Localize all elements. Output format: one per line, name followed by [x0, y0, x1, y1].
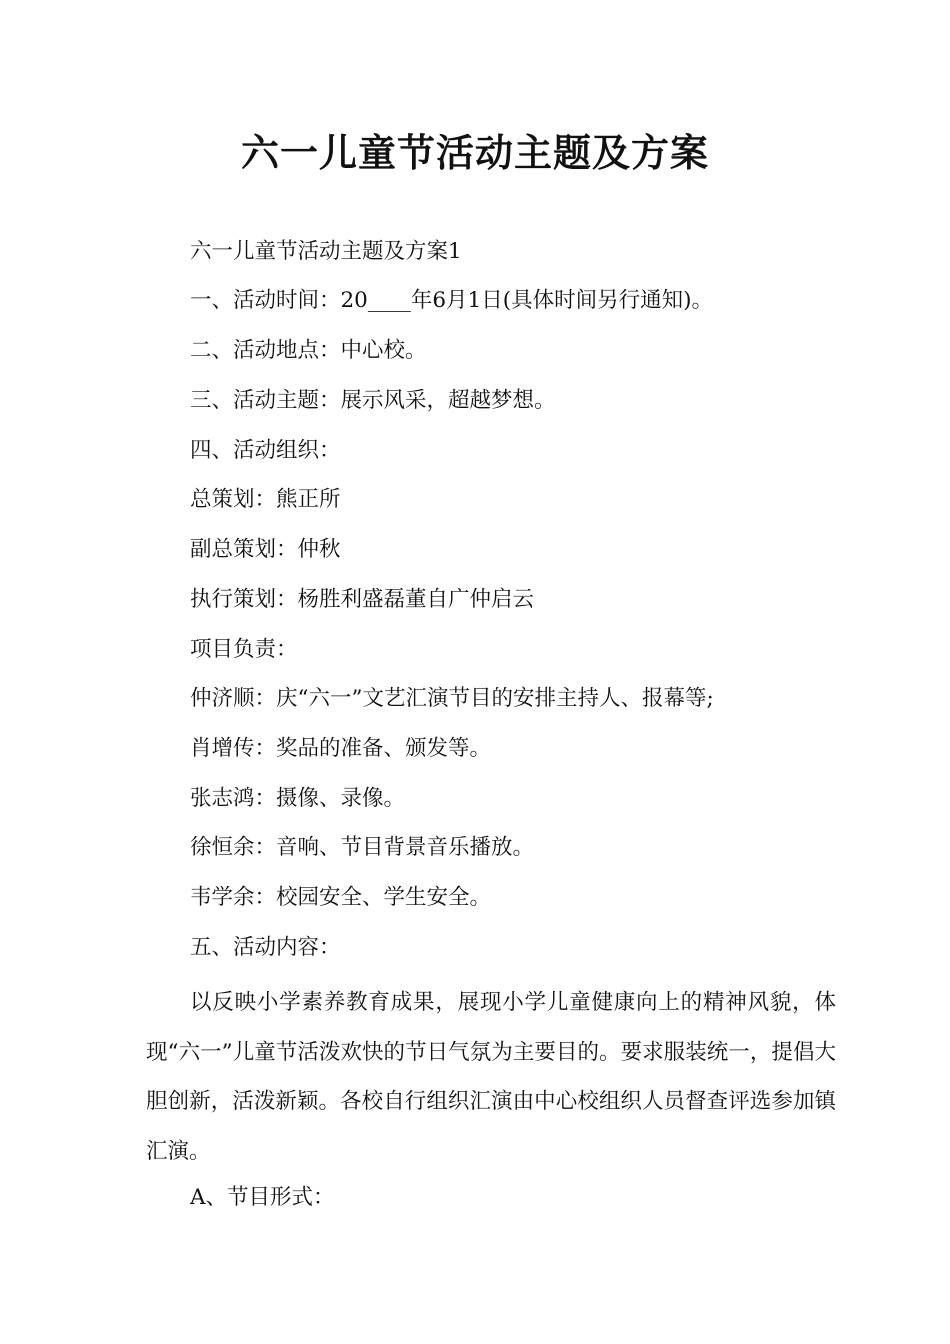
- text-line: 副总策划：仲秋: [190, 537, 341, 562]
- section-heading: 六一儿童节活动主题及方案1: [190, 239, 462, 264]
- text-line: 肖增传：奖品的准备、颁发等。: [190, 736, 492, 761]
- text-line: 韦学余：校园安全、学生安全。: [190, 885, 492, 910]
- text-line: 三、活动主题：展示风采，超越梦想。: [190, 388, 556, 413]
- document-title: 六一儿童节活动主题及方案: [240, 131, 709, 175]
- text-line: 张志鸿：摄像、录像。: [190, 786, 406, 811]
- text-line: 徐恒余：音响、节目背景音乐播放。: [190, 835, 535, 860]
- text-line: 一、活动时间：20____年6月1日(具体时间另行通知)。: [190, 288, 713, 313]
- text-line: 四、活动组织：: [190, 438, 341, 463]
- text-line: 二、活动地点：中心校。: [190, 338, 427, 363]
- text-line: 项目负责：: [190, 637, 298, 662]
- text-line: 仲济顺：庆“六一”文艺汇演节目的安排主持人、报幕等;: [190, 686, 714, 711]
- text-line: 五、活动内容：: [190, 935, 341, 960]
- text-line: 执行策划：杨胜利盛磊董自广仲启云: [190, 587, 535, 612]
- text-line: 总策划：熊正所: [190, 487, 341, 512]
- body-paragraph: 以反映小学素养教育成果，展现小学儿童健康向上的精神风貌，体现“六一”儿童节活泼欢快的节日气氛为主要目的。要求服装统一，提倡大胆创新，活泼新颖。各校自行组织汇演由中心校组织人员督查评选参加镇汇演。: [146, 990, 836, 1164]
- text-line: A、节目形式：: [190, 1185, 335, 1210]
